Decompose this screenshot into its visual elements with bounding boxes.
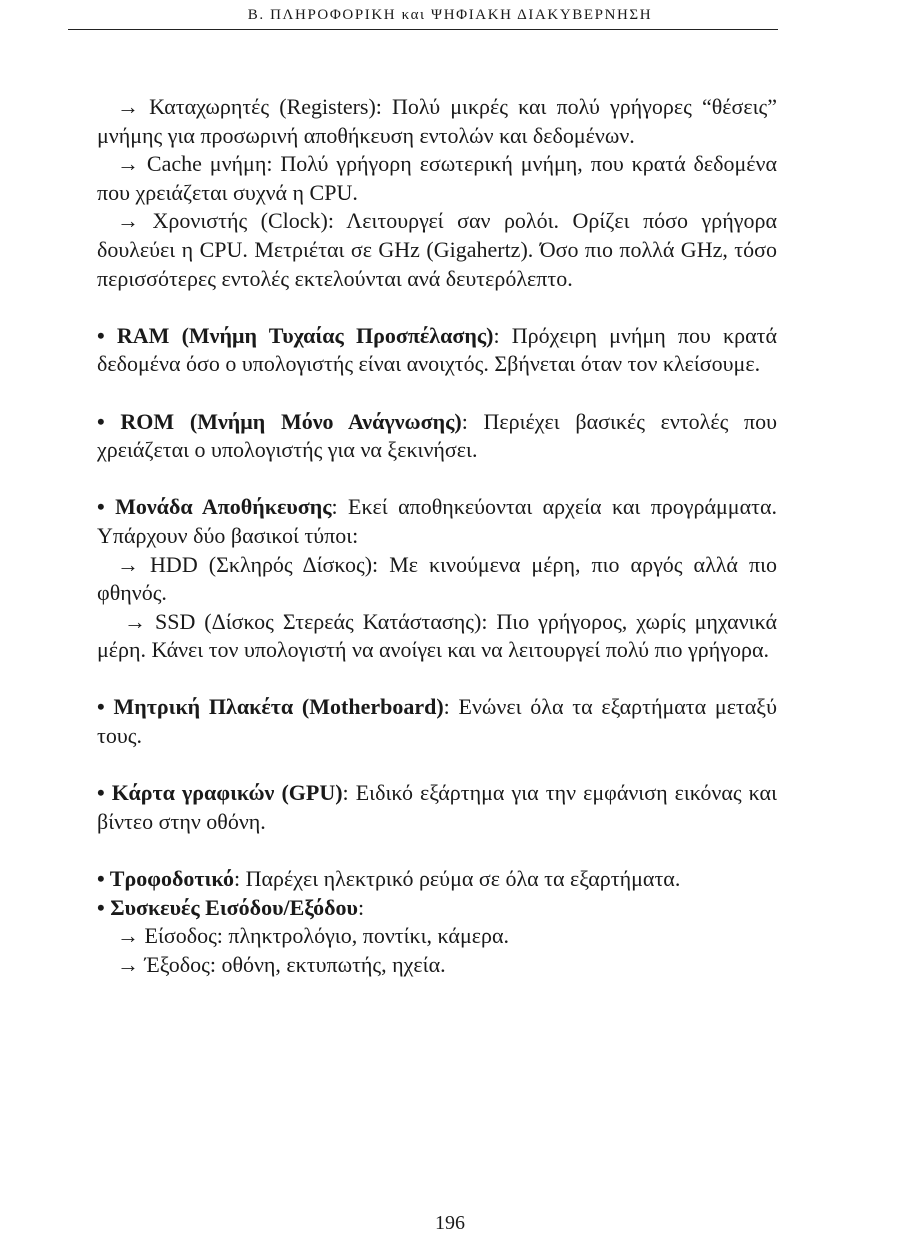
paragraph-output: → Έξοδος: οθόνη, εκτυπωτής, ηχεία. [117, 951, 446, 977]
page-number: 196 [435, 1212, 465, 1234]
paragraph-ssd: → SSD (Δίσκος Στερεάς Κατάστασης): Πιο γρήγορος, χωρίς μηχανικά μέρη. Κάνει τον υπολογιστή να ανοίγει και να λειτουργεί πολύ πιο γρήγορα. [97, 608, 777, 663]
term-ram: • RAM (Μνήμη Τυχαίας Προσπέλασης) [97, 322, 494, 348]
io-description: : [357, 894, 365, 920]
term-motherboard: • Μητρική Πλακέτα (Motherboard) [97, 694, 444, 720]
gpu-description: : Ειδικό εξάρτημα για την εμφάνιση εικόνας και βίντεο στην οθόνη. [97, 780, 777, 834]
paragraph-registers: → Καταχωρητές (Registers): Πολύ μικρές και πολύ γρήγορες “θέσεις” μνήμης για προσωρινή αποθήκευση εντολών και δεδομένων. [97, 94, 777, 148]
paragraph-clock: → Χρονιστής (Clock): Λειτουργεί σαν ρολόι. Ορίζει πόσο γρήγορα δουλεύει η CPU. Μετριέται σε GHz (Gigahertz). Όσο πιο πολλά GHz, τόσο περισσότερες εντολές εκτελούνται ανά δευτερόλεπτο. [97, 208, 777, 291]
ram-description: : Πρόχειρη μνήμη που κρατά δεδομένα όσο ο υπολογιστής είναι ανοιχτός. Σβήνεται όταν τον κλείσουμε. [97, 322, 777, 377]
motherboard-description: : Ενώνει όλα τα εξαρτήματα μεταξύ τους. [97, 694, 778, 749]
paragraph-input: → Είσοδος: πληκτρολόγιο, ποντίκι, κάμερα. [117, 923, 509, 949]
paragraph-rom [97, 408, 777, 465]
paragraph-cache: → Cache μνήμη: Πολύ γρήγορη εσωτερική μνήμη, που κρατά δεδομένα που χρειάζεται συχνά η CPU. [97, 151, 777, 205]
rom-description: : Περιέχει βασικές εντολές που χρειάζεται ο υπολογιστής για να ξεκινήσει. [97, 408, 777, 463]
paragraph-psu [97, 865, 777, 894]
running-head: Β. ΠΛΗΡΟΦΟΡΙΚΗ και ΨΗΦΙΑΚΗ ΔΙΑΚΥΒΕΡΝΗΣΗ [247, 7, 653, 23]
term-io: • Συσκευές Εισόδου/Εξόδου [97, 894, 358, 920]
term-psu: • Τροφοδοτικό [97, 866, 234, 892]
term-rom: • ROM (Μνήμη Μόνο Ανάγνωσης) [97, 408, 462, 434]
psu-description: : Παρέχει ηλεκτρικό ρεύμα σε όλα τα εξαρτήματα. [233, 866, 681, 892]
storage-description: : Εκεί αποθηκεύονται αρχεία και προγράμματα. Υπάρχουν δύο βασικοί τύποι: [97, 494, 777, 548]
paragraph-hdd: → HDD (Σκληρός Δίσκος): Με κινούμενα μέρη, πιο αργός αλλά πιο φθηνός. [97, 551, 777, 606]
paragraph-motherboard [97, 693, 777, 750]
paragraph-ram [97, 322, 777, 379]
term-gpu: • Κάρτα γραφικών (GPU) [97, 780, 343, 806]
page-body [97, 93, 777, 979]
term-storage: • Μονάδα Αποθήκευσης [97, 494, 332, 520]
header-rule [68, 29, 778, 30]
paragraph-gpu [97, 779, 777, 836]
paragraph-storage [97, 493, 777, 550]
paragraph-io [97, 894, 777, 923]
